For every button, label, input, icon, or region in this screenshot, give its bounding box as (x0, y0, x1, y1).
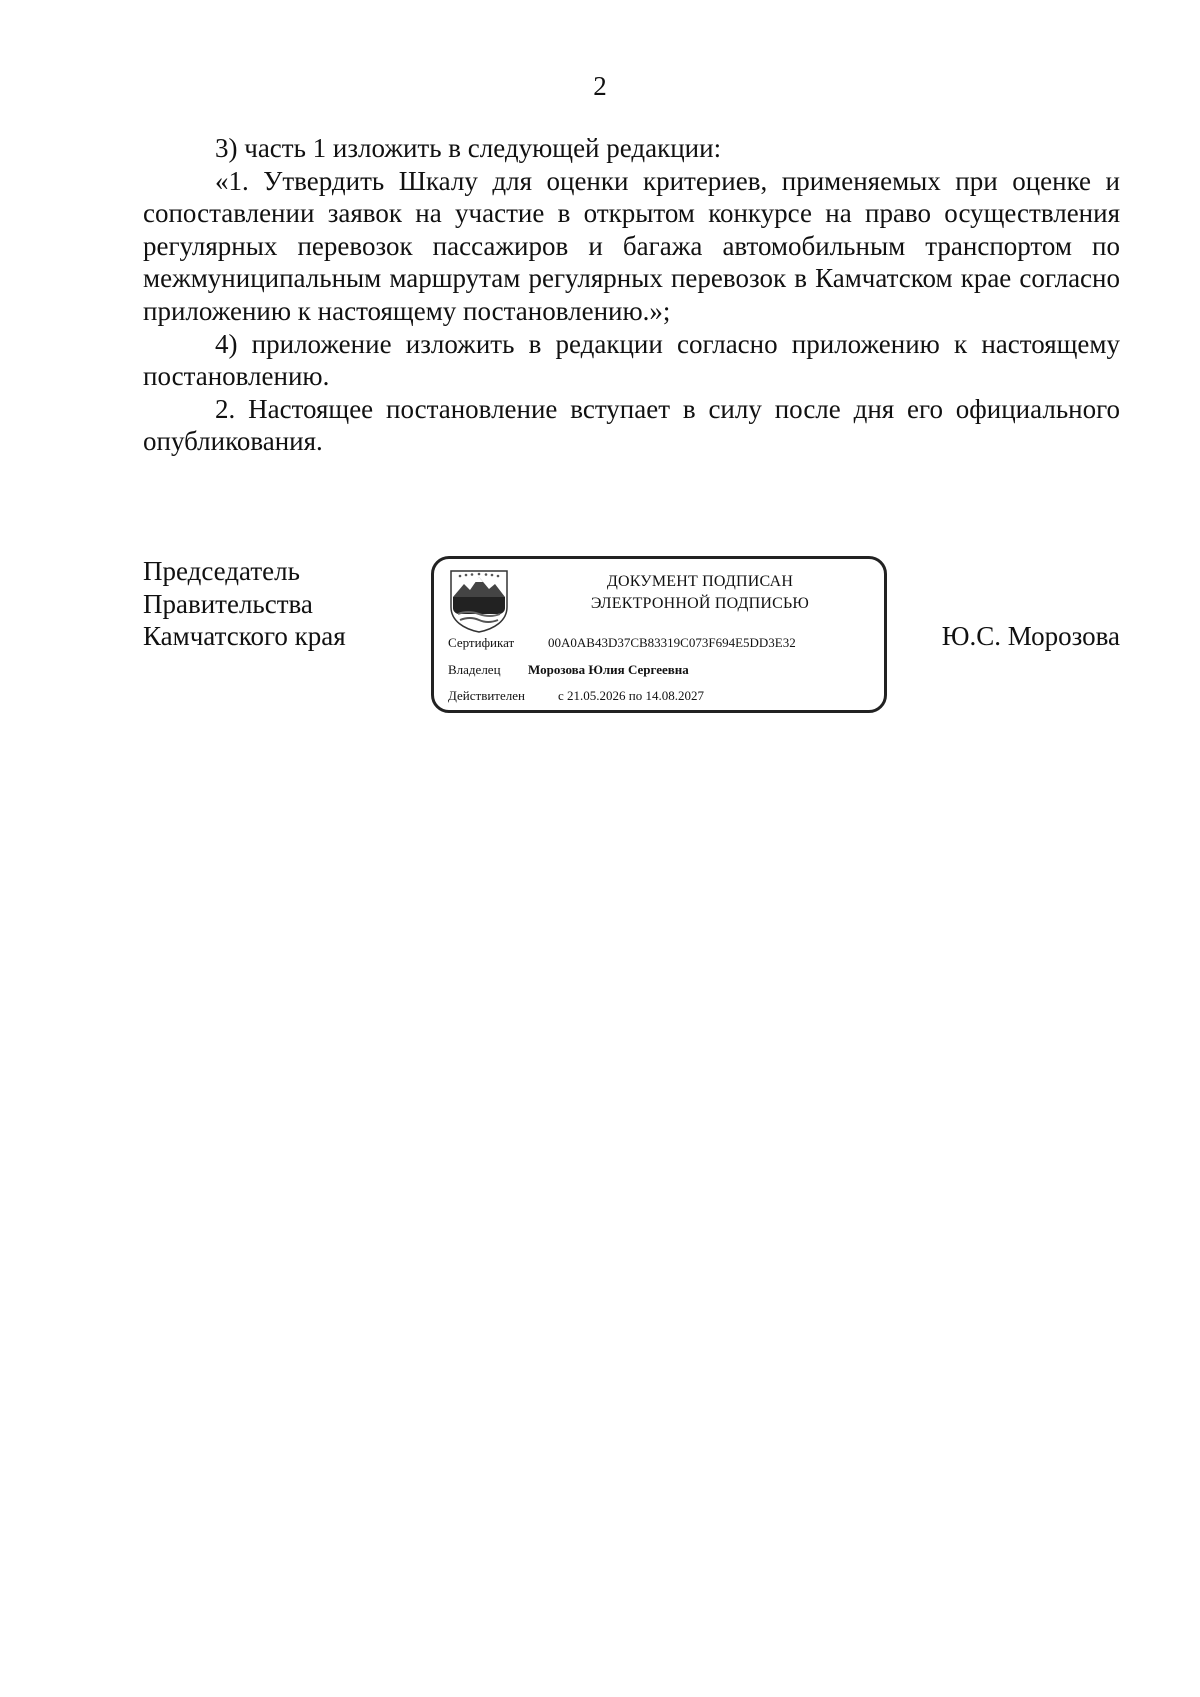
owner-label: Владелец (448, 662, 501, 677)
stamp-title-line: ДОКУМЕНТ ПОДПИСАН (606, 573, 794, 590)
signer-position-line: Председатель (143, 556, 300, 586)
page-number: 2 (593, 71, 607, 101)
signer-name: Ю.С. Морозова (941, 621, 1120, 651)
kamchatka-coat-of-arms-icon (448, 567, 510, 633)
stamp-validity-row (448, 687, 704, 705)
owner-value: Морозова Юлия Сергеевна (528, 662, 689, 677)
signer-position (143, 555, 346, 653)
paragraph-amendment-3: 3) часть 1 изложить в следующей редакции: (215, 133, 722, 163)
validity-value: с 21.05.2026 по 14.08.2027 (558, 688, 704, 703)
paragraph-effective-date: 2. Настоящее постановление вступает в силу после дня его официального опубликования. (143, 393, 1120, 457)
signer-position-line: Правительства (143, 588, 313, 619)
stamp-certificate-row (448, 634, 796, 652)
signer-position-line: Камчатского края (143, 621, 346, 652)
certificate-label: Сертификат (448, 635, 515, 650)
validity-label: Действителен (448, 688, 525, 703)
stamp-title-line: ЭЛЕКТРОННОЙ ПОДПИСЬЮ (590, 595, 810, 612)
stamp-owner-row (448, 661, 689, 679)
document-body (143, 132, 1120, 458)
paragraph-amendment-text: «1. Утвердить Шкалу для оценки критериев, применяемых при оценке и сопоставлении заявок на участие в открытом конкурсе на право осуществления регулярных перевозок пассажиров и багажа автомобильным транспортом по межмуниципальным маршрутам регулярных перевозок в Камчатском крае согласно приложению к настоящему постановлению.»; (143, 165, 1120, 326)
paragraph-amendment-4: 4) приложение изложить в редакции согласно приложению к настоящему постановлению. (143, 328, 1120, 392)
stamp-title (534, 571, 866, 615)
electronic-signature-stamp (431, 556, 887, 713)
certificate-value: 00A0AB43D37CB83319C073F694E5DD3E32 (548, 635, 796, 650)
